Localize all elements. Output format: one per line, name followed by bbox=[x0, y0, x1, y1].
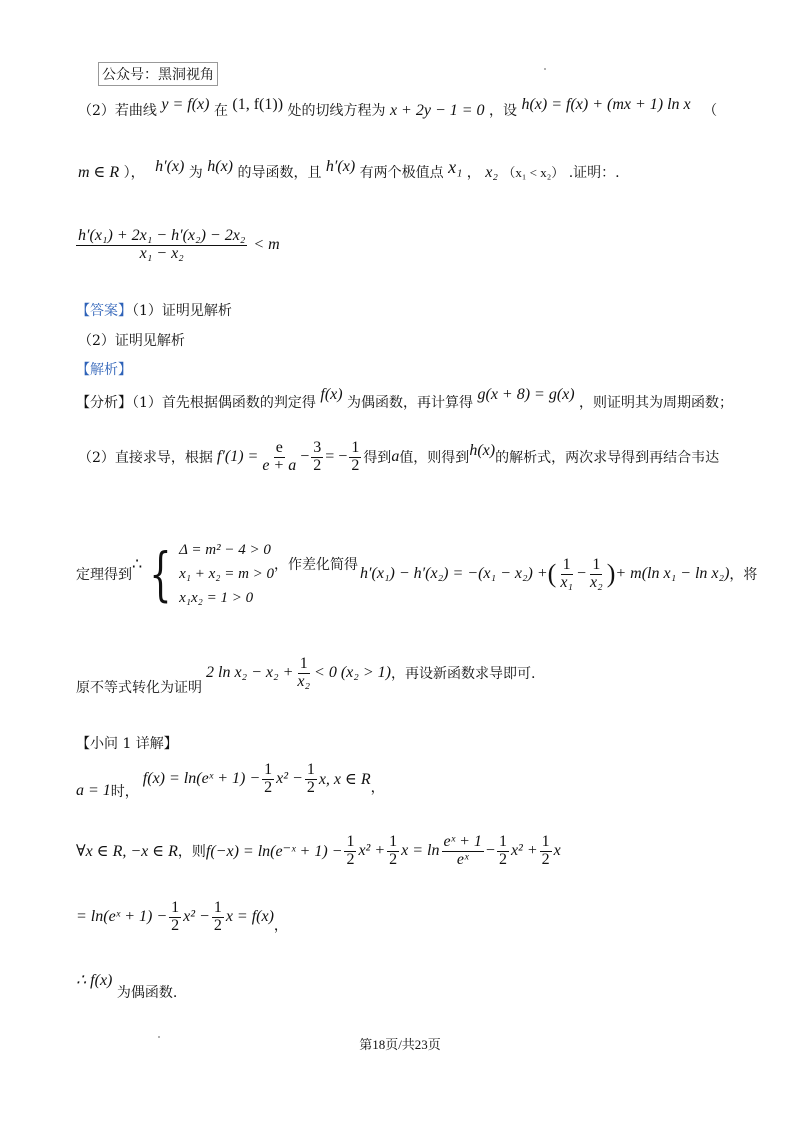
detail-concl-text: 为偶函数. bbox=[116, 985, 178, 1001]
q2-x2: x₂ bbox=[485, 164, 498, 181]
q2-tangent-text: 处的切线方程为 bbox=[287, 103, 386, 119]
answer-1: （1）证明见解析 bbox=[132, 303, 232, 319]
fenxi-t11: 原不等式转化为证明 bbox=[76, 680, 202, 697]
q2-line2-a: ）， bbox=[123, 165, 145, 181]
answer-tag: 【答案】 bbox=[76, 303, 132, 319]
fenxi-t10: ，将 bbox=[729, 567, 758, 583]
fenxi-diff-lhs: h′(x₁) − h′(x₂) = −(x₁ − x₂) + bbox=[360, 565, 548, 582]
q2-at: 在 bbox=[213, 103, 228, 119]
detail-x2: x² − bbox=[276, 770, 303, 788]
fenxi-diff-rhs: + m(ln x₁ − ln x₂) bbox=[615, 565, 730, 582]
fenxi-two-b: 2 bbox=[351, 456, 360, 474]
fenxi-a: a bbox=[391, 448, 400, 466]
q2-h-def: h(x) = f(x) + (mx + 1) ln x bbox=[521, 96, 691, 113]
q2-hx: h(x) bbox=[207, 158, 234, 175]
fenxi-line-4: 原不等式转化为证明 2 ln x₂ − x₂ + $\frac{1}{\text{x₂}}$ < 0 (x₂ > 1) ，再设新函数求导即可. bbox=[76, 655, 536, 697]
detail-forall: ∀x ∈ R, −x ∈ R bbox=[76, 843, 178, 861]
fenxi-fx: f(x) bbox=[320, 386, 343, 403]
analysis-tag: 【解析】 bbox=[76, 362, 132, 378]
detail-x2b-2: x² + bbox=[510, 842, 538, 860]
detail-conclusion bbox=[76, 970, 178, 1001]
ineq-numerator: h′(x₁) + 2x₁ − h′(x₂) − 2x₂ bbox=[78, 227, 246, 244]
detail-tag: 【小问 1 详解】 bbox=[76, 736, 178, 752]
fenxi-two: 2 bbox=[313, 456, 322, 474]
detail-ze: ，则 bbox=[177, 844, 206, 861]
detail-f-def: f(x) = ln(eˣ + 1) − bbox=[142, 770, 261, 788]
q2-prefix: （2）若曲线 bbox=[78, 103, 157, 119]
detail-line-1: a = 1 时， f(x) = ln(eˣ + 1) − $\frac{1}{2}$ x² − $\frac{1}{2}$ x, x ∈ R ， bbox=[76, 761, 385, 801]
sys-row-2: x₁ + x₂ = m > 0 bbox=[179, 566, 275, 582]
detail-line-2: ∀x ∈ R, −x ∈ R ，则 f(−x) = ln(e⁻ˣ + 1) − $\frac{1}{2}$ x² + $\frac{1}{2}$ x = ln $\frac{\text{eˣ + 1}}{\text{eˣ}}$ − $\frac{1}{2}$ x² + $\frac{1}{2}$ x bbox=[76, 833, 561, 868]
detail-a-eq: a = 1 bbox=[76, 782, 111, 800]
q2-two-extrema: 有两个极值点 bbox=[359, 165, 444, 181]
fenxi-fp1-lhs: f′(1) = bbox=[216, 448, 259, 466]
detail-comma: ， bbox=[370, 780, 385, 797]
fenxi-t12: ，再设新函数求导即可. bbox=[390, 666, 536, 683]
q2-m-in-r: m ∈ R bbox=[78, 164, 120, 181]
fenxi-t6: 值，则得到 bbox=[399, 450, 470, 467]
q2-prove: .证明：. bbox=[568, 165, 620, 181]
fenxi-t2: 为偶函数，再计算得 bbox=[347, 395, 474, 411]
vieta-system bbox=[142, 538, 274, 610]
watermark: 公众号：黑洞视角 bbox=[98, 62, 218, 86]
fenxi-t3: ，则证明其为周期函数； bbox=[579, 395, 734, 411]
q2-comma: ， bbox=[466, 165, 481, 181]
fenxi-t9: ，作差化简得 bbox=[274, 557, 359, 573]
detail-line3b: x = f(x) bbox=[225, 908, 274, 926]
q2-set-text: ，设 bbox=[488, 103, 517, 119]
fenxi-line-1 bbox=[76, 386, 734, 414]
question-2-line-1 bbox=[78, 96, 718, 122]
fenxi-minus: − bbox=[300, 448, 310, 466]
brace: { bbox=[149, 540, 172, 608]
therefore-sign: ∴ bbox=[132, 556, 143, 573]
fenxi-line-3: 定理得到 ∴ { Δ = m² − 4 > 0 x₁ + x₂ = m > 0 x₁x₂ = 1 > 0 ，作差化简得 h′(x₁) − h′(x₂) = −(x₁ − x₂) + ( $\frac{1}{\text{x₁}}$ − $\frac{1}{\text{x₂}}$ ) + m(ln x₁ − ln x₂) ，将 bbox=[76, 540, 758, 608]
q2-inequality bbox=[74, 228, 280, 263]
ineq2-den: x₂ bbox=[297, 672, 311, 690]
q2-paren-open: （ bbox=[703, 103, 718, 119]
fenxi-fp1-num: e bbox=[275, 439, 283, 456]
detail-ex1: eˣ + 1 bbox=[443, 833, 482, 850]
fenxi-eq-neg: = − bbox=[325, 448, 348, 466]
ineq-denominator: x₁ − x₂ bbox=[139, 244, 184, 262]
q2-deriv-text: 的导函数，且 bbox=[237, 165, 322, 181]
q2-cond: （x₁ < x₂） bbox=[502, 165, 565, 180]
fenxi-t8: 定理得到 bbox=[76, 567, 132, 583]
fenxi-t5: 得到 bbox=[363, 450, 392, 467]
fenxi-tag: 【分析】 bbox=[76, 395, 132, 411]
q2-hprime-2: h′(x) bbox=[325, 158, 356, 175]
detail-xend: x bbox=[553, 842, 561, 860]
detail-ex: eˣ bbox=[456, 850, 469, 868]
fenxi-t1: （1）首先根据偶函数的判定得 bbox=[132, 395, 316, 411]
fenxi-one: 1 bbox=[351, 439, 360, 456]
answer-line-1 bbox=[76, 300, 232, 320]
page-footer: 第18页/共23页 bbox=[359, 1037, 441, 1052]
sys-row-1: Δ = m² − 4 > 0 bbox=[179, 542, 271, 558]
fenxi-line-2 bbox=[78, 440, 719, 475]
detail-x2b-1: x² + bbox=[358, 842, 386, 860]
sys-row-3: x₁x₂ = 1 > 0 bbox=[179, 590, 254, 606]
answer-2: （2）证明见解析 bbox=[78, 333, 185, 349]
detail-x-in: x, x ∈ R bbox=[318, 771, 371, 789]
ineq2-b: < 0 (x₂ > 1) bbox=[314, 664, 391, 682]
detail-concl-sym: ∴ f(x) bbox=[76, 972, 113, 989]
q2-is-text: 为 bbox=[188, 165, 203, 181]
fenxi-fp1-den: e + a bbox=[262, 456, 297, 474]
q2-point: (1, f(1)) bbox=[232, 96, 284, 113]
question-2-line-2 bbox=[78, 157, 620, 184]
detail-line-3: = ln(eˣ + 1) − $\frac{1}{2}$ x² − $\frac{1}{2}$ x = f(x) ， bbox=[76, 899, 288, 935]
ineq2-a: 2 ln x₂ − x₂ + bbox=[206, 664, 294, 682]
detail-shi: 时， bbox=[110, 784, 139, 801]
fenxi-g-eq: g(x + 8) = g(x) bbox=[477, 386, 575, 403]
q2-curve: y = f(x) bbox=[161, 96, 210, 113]
fenxi-three: 3 bbox=[313, 439, 322, 456]
detail-fneg: f(−x) = ln(e⁻ˣ + 1) − bbox=[205, 843, 343, 861]
fenxi-hx: h(x) bbox=[469, 442, 496, 460]
detail-x-eq-ln: x = ln bbox=[401, 842, 440, 860]
detail-line3a: = ln(eˣ + 1) − bbox=[76, 908, 168, 926]
fenxi-t4: （2）直接求导，根据 bbox=[78, 450, 213, 467]
q2-tangent-eq: x + 2y − 1 = 0 bbox=[389, 102, 485, 119]
q2-hprime: h′(x) bbox=[155, 158, 185, 175]
detail-line3c: ， bbox=[273, 918, 288, 935]
speck bbox=[544, 68, 546, 70]
fenxi-t7: 的解析式，两次求导得到再结合韦达 bbox=[495, 450, 720, 467]
ineq-rhs: < m bbox=[253, 235, 280, 253]
q2-x1: x₁ bbox=[448, 157, 463, 177]
